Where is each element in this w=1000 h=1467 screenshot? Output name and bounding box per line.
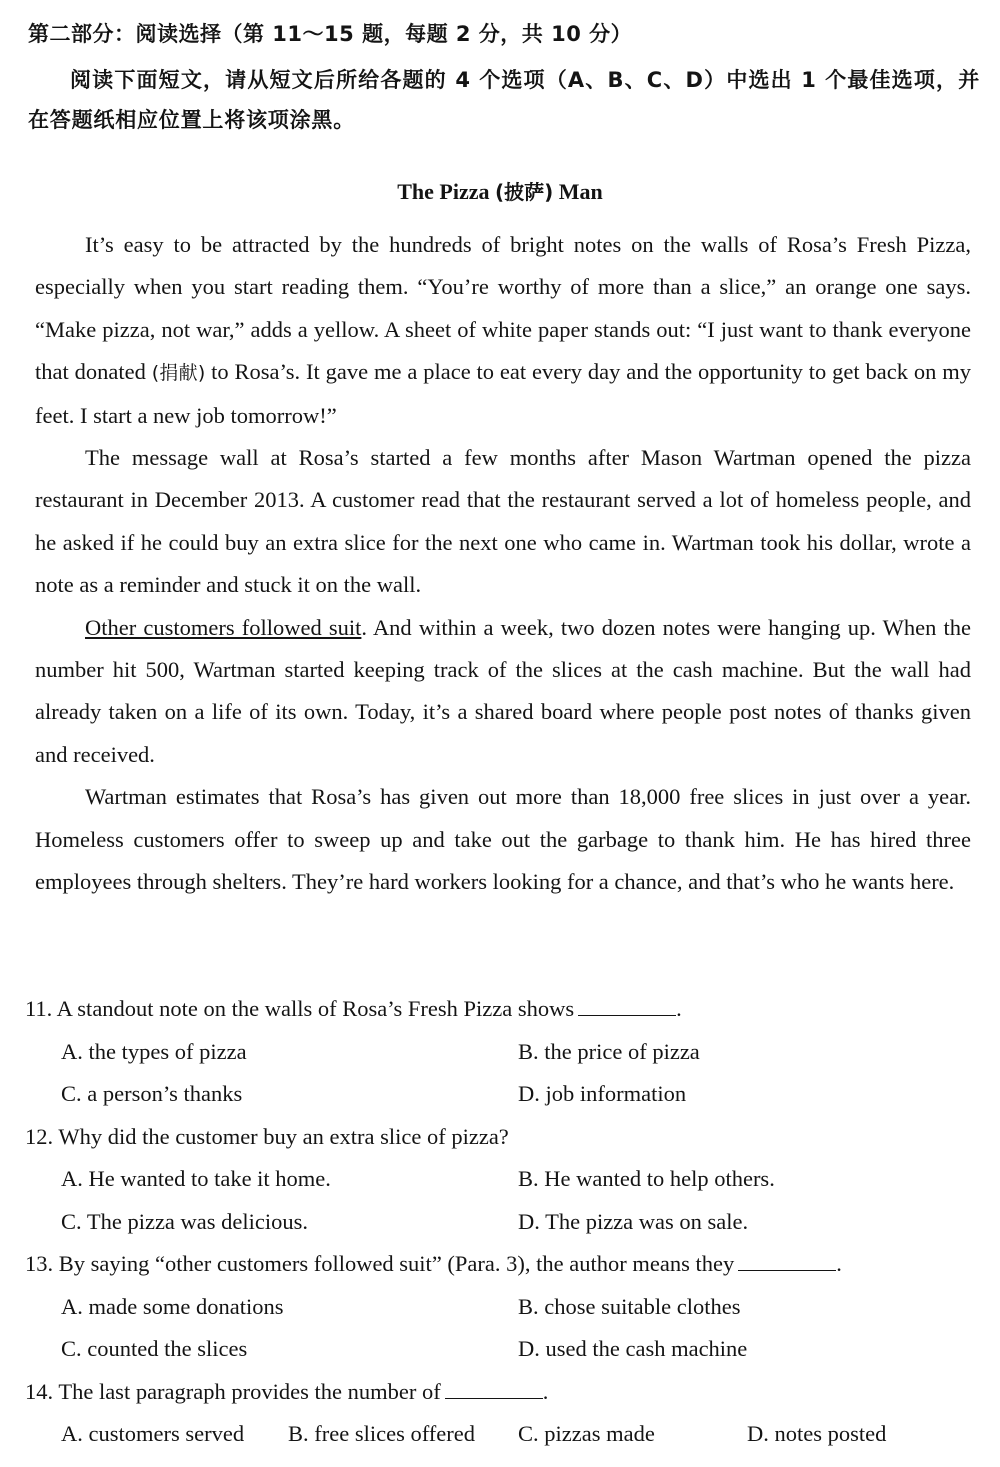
- question-11-stem: [25, 988, 985, 1031]
- paragraph-3: [35, 607, 971, 777]
- paragraph-4: Wartman estimates that Rosa’s has given out more than 18,000 free slices in just over a year. Homeless customers offer to sweep up and take out the garbage to thank him. He has hired three employees through shelters. They’re hard workers looking for a chance, and that’s who he wants here.: [35, 784, 971, 895]
- question-13-option-d: D. used the cash machine: [518, 1336, 748, 1361]
- question-13-option-b: B. chose suitable clothes: [518, 1293, 741, 1319]
- section-title: 第二部分：阅读选择（第 11～15 题，每题 2 分，共 10 分）: [28, 22, 633, 46]
- question-13-text: 13. By saying “other customers followed suit” (Para. 3), the author means they: [25, 1251, 735, 1276]
- paragraph-2: The message wall at Rosa’s started a few months after Mason Wartman opened the pizza restaurant in December 2013. A customer read that the restaurant served a lot of homeless people, and he asked if he could buy an extra slice for the next one who came in. Wartman took his dollar, wrote a note as a reminder and stuck it on the wall.: [35, 445, 971, 598]
- question-11-blank: [578, 993, 676, 1016]
- question-13-end: .: [836, 1251, 842, 1276]
- question-12-stem: [25, 1116, 985, 1159]
- passage-title-prefix: The Pizza: [397, 179, 495, 204]
- paragraph-3-underlined-phrase: Other customers followed suit: [85, 614, 362, 640]
- question-14-text: 14. The last paragraph provides the number of: [25, 1378, 441, 1404]
- paragraph-1-part-b: to Rosa’s. It gave me a place to eat every day and the opportunity to get back on my feet. I start a new job tomorrow!”: [35, 359, 972, 428]
- question-13-option-c: C. counted the slices: [61, 1336, 248, 1361]
- question-12-option-b: B. He wanted to help others.: [518, 1166, 775, 1191]
- passage-title-suffix: Man: [553, 179, 603, 204]
- passage-title-cn: (披萨): [494, 180, 554, 204]
- paragraph-3-rest: . And within a week, two dozen notes were hanging up. When the number hit 500, Wartman started keeping track of the slices at the cash machine. But the wall had already taken on a life of its own. Today, it’s a shared board where people post notes of thanks given and received.: [35, 614, 971, 767]
- question-14-option-b: B. free slices offered: [288, 1421, 475, 1446]
- question-13-options-row-1: [25, 1286, 985, 1329]
- question-11-option-c: C. a person’s thanks: [61, 1081, 243, 1106]
- question-12-text: 12. Why did the customer buy an extra slice of pizza?: [25, 1123, 509, 1149]
- question-list: [25, 988, 985, 1456]
- paragraph-1-gloss: (捐献): [151, 362, 206, 385]
- paragraph-1-part-a: It’s easy to be attracted by the hundreds of bright notes on the walls of Rosa’s Fresh Pizza, especially when you start reading them. “You’re worthy of more than a slice,” an orange one says. “Make pizza, not war,” adds a yellow. A sheet of white paper stands out: “I just want to thank everyone that donated: [35, 232, 971, 385]
- question-14-options-row: [25, 1413, 985, 1456]
- question-14-option-a: A. customers served: [61, 1421, 245, 1446]
- question-13-options-row-2: [25, 1328, 985, 1371]
- paragraph-1: [35, 224, 971, 437]
- question-12-option-a: A. He wanted to take it home.: [61, 1166, 331, 1191]
- question-12-option-c: C. The pizza was delicious.: [61, 1208, 309, 1234]
- question-14-option-d: D. notes posted: [747, 1421, 887, 1446]
- question-11-option-a: A. the types of pizza: [61, 1038, 247, 1064]
- question-14-stem: [25, 1371, 985, 1414]
- question-14-blank: [445, 1376, 543, 1399]
- section-instruction: 阅读下面短文，请从短文后所给各题的 4 个选项（A、B、C、D）中选出 1 个最佳选项，并在答题纸相应位置上将该项涂黑。: [28, 68, 980, 132]
- question-13-stem: [25, 1243, 985, 1286]
- question-11-options-row-1: [25, 1031, 985, 1074]
- question-13-blank: [738, 1248, 836, 1271]
- question-14-end: .: [542, 1378, 549, 1404]
- question-12-options-row-2: [25, 1201, 985, 1244]
- question-13-option-a: A. made some donations: [61, 1293, 284, 1319]
- question-11-option-d: D. job information: [518, 1081, 687, 1106]
- question-11-end: .: [676, 996, 682, 1021]
- question-11-text: 11. A standout note on the walls of Rosa’s Fresh Pizza shows: [25, 996, 575, 1021]
- question-11-options-row-2: [25, 1073, 985, 1116]
- question-12-option-d: D. The pizza was on sale.: [518, 1208, 749, 1234]
- question-12-options-row-1: [25, 1158, 985, 1201]
- passage-body: [35, 224, 971, 904]
- passage-title: [0, 176, 1000, 205]
- question-14-option-c: C. pizzas made: [518, 1421, 655, 1446]
- question-11-option-b: B. the price of pizza: [518, 1038, 700, 1064]
